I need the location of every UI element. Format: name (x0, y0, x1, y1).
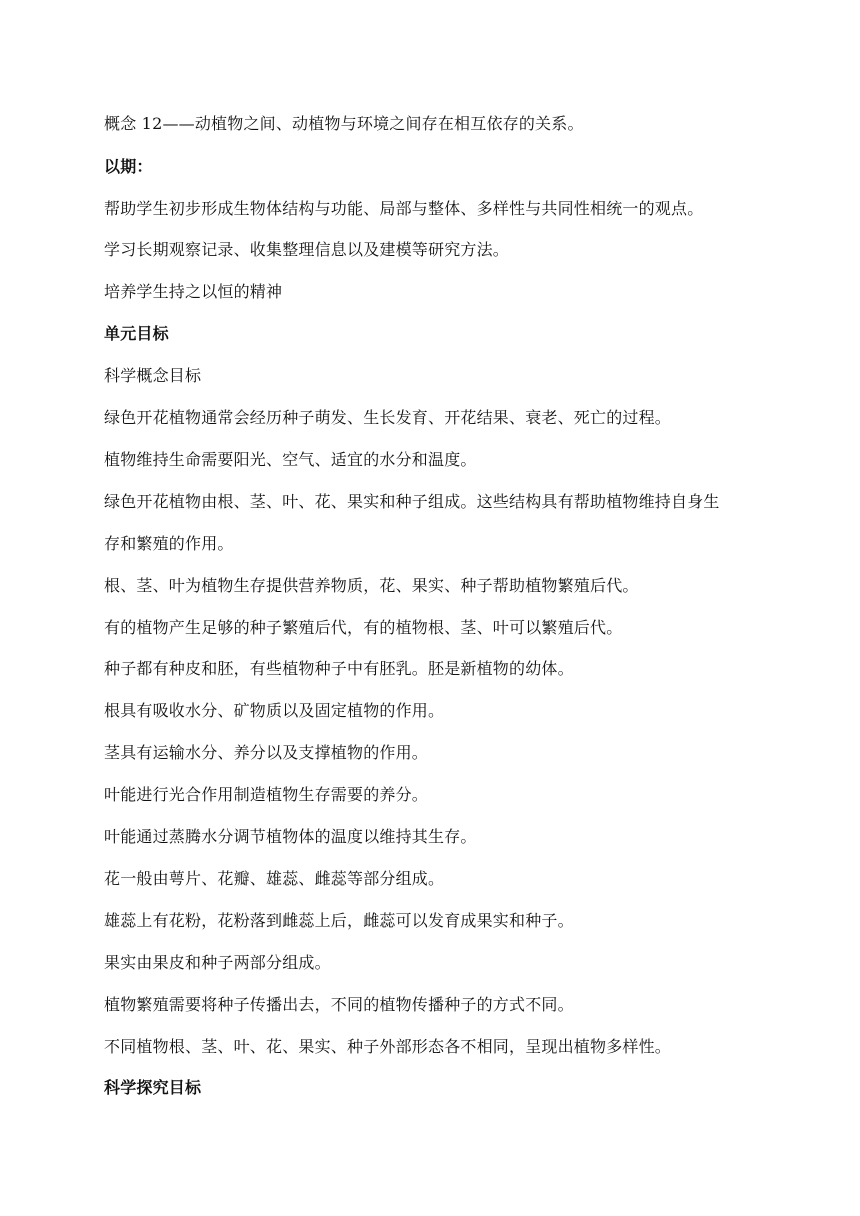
goal-line-2: 学习长期观察记录、收集整理信息以及建模等研究方法。 (104, 240, 510, 259)
unit-goals-heading: 单元目标 (104, 324, 169, 343)
concept-line-8: 茎具有运输水分、养分以及支撑植物的作用。 (104, 743, 429, 762)
concept-line-2: 植物维持生命需要阳光、空气、适宜的水分和温度。 (104, 450, 477, 469)
concept-line-7: 根具有吸收水分、矿物质以及固定植物的作用。 (104, 701, 445, 720)
concept-line-5: 有的植物产生足够的种子繁殖后代，有的植物根、茎、叶可以繁殖后代。 (104, 618, 623, 637)
concept-line-15: 不同植物根、茎、叶、花、果实、种子外部形态各不相同，呈现出植物多样性。 (104, 1037, 672, 1056)
goal-line-3: 培养学生持之以恒的精神 (104, 282, 283, 301)
concept-line-6: 种子都有种皮和胚，有些植物种子中有胚乳。胚是新植物的幼体。 (104, 659, 574, 678)
concept-line-3-continued: 存和繁殖的作用。 (104, 534, 234, 553)
goal-line-1: 帮助学生初步形成生物体结构与功能、局部与整体、多样性与共同性相统一的观点。 (104, 199, 704, 218)
concept-12-line: 概念 12——动植物之间、动植物与环境之间存在相互依存的关系。 (104, 114, 584, 133)
yiqi-heading: 以期： (104, 157, 153, 176)
concept-line-3: 绿色开花植物由根、茎、叶、花、果实和种子组成。这些结构具有帮助植物维持自身生 (104, 492, 720, 511)
concept-line-4: 根、茎、叶为植物生存提供营养物质，花、果实、种子帮助植物繁殖后代。 (104, 576, 639, 595)
concept-line-12: 雄蕊上有花粉，花粉落到雌蕊上后，雌蕊可以发育成果实和种子。 (104, 911, 574, 930)
concept-line-14: 植物繁殖需要将种子传播出去，不同的植物传播种子的方式不同。 (104, 995, 574, 1014)
concept-line-10: 叶能通过蒸腾水分调节植物体的温度以维持其生存。 (104, 827, 477, 846)
concept-line-11: 花一般由萼片、花瓣、雄蕊、雌蕊等部分组成。 (104, 869, 445, 888)
concept-line-9: 叶能进行光合作用制造植物生存需要的养分。 (104, 785, 429, 804)
concept-line-1: 绿色开花植物通常会经历种子萌发、生长发育、开花结果、衰老、死亡的过程。 (104, 408, 672, 427)
science-inquiry-goals-heading: 科学探究目标 (104, 1078, 202, 1097)
concept-line-13: 果实由果皮和种子两部分组成。 (104, 953, 331, 972)
science-concept-goals-label: 科学概念目标 (104, 366, 202, 385)
